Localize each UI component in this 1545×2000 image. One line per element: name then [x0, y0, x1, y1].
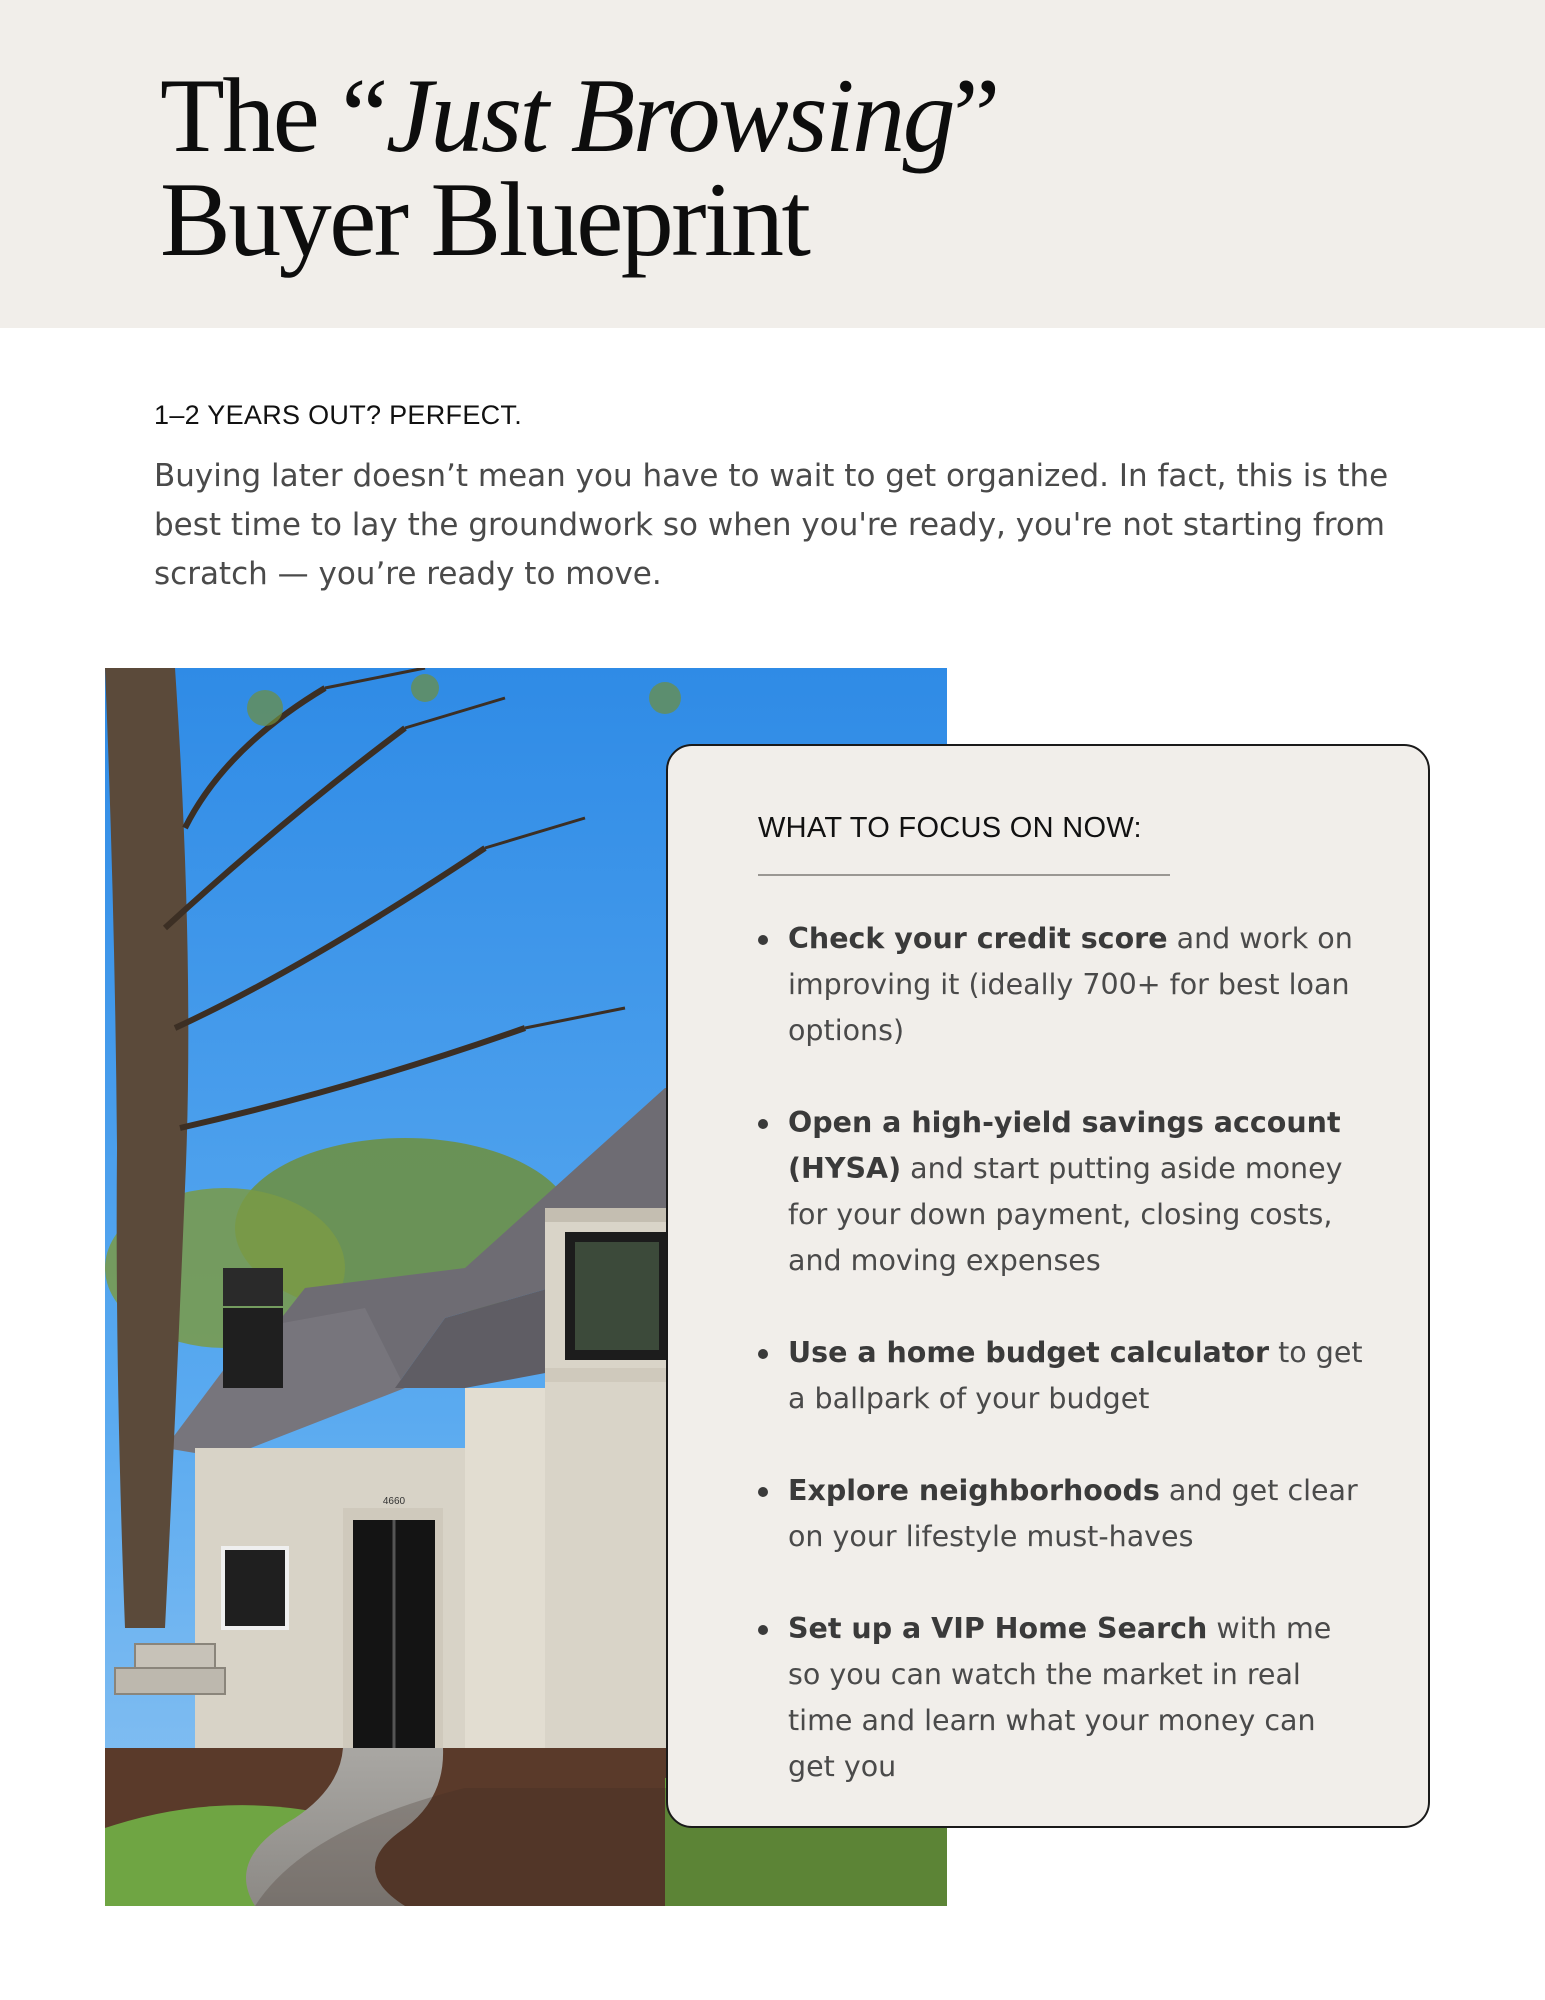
- window-left: [223, 1308, 283, 1388]
- section-subhead: 1–2 YEARS OUT? PERFECT.: [154, 400, 523, 430]
- title-suffix: ”: [953, 57, 998, 174]
- focus-list: [758, 916, 1368, 1836]
- page-title: [160, 57, 998, 278]
- list-item: [758, 1100, 1368, 1284]
- intro-paragraph: Buying later doesn’t mean you have to wait to get organized. In fact, this is the best time to lay the groundwork so when you're ready, you're not starting from scratch — you’re ready to move.: [154, 458, 1389, 592]
- list-item-bold: Use a home budget calculator: [788, 1336, 1270, 1369]
- title-italic: Just Browsing: [385, 57, 954, 174]
- title-line-2: Buyer Blueprint: [160, 161, 809, 278]
- list-item: [758, 916, 1368, 1054]
- list-item-bold: Open a high-yield savings account (HYSA): [788, 1106, 1341, 1185]
- list-item-text: with me so you can watch the market in real time and learn what your money can get you: [788, 1612, 1332, 1783]
- list-item: [758, 1606, 1368, 1790]
- list-item: [758, 1468, 1368, 1560]
- list-item-text: to get a ballpark of your budget: [788, 1336, 1363, 1415]
- title-line-1: [160, 57, 998, 174]
- focus-heading: WHAT TO FOCUS ON NOW:: [758, 812, 1142, 844]
- focus-card: [666, 744, 1430, 1828]
- header-band: [0, 0, 1545, 328]
- title-prefix: The “: [160, 57, 386, 174]
- house-number: 4660: [382, 1496, 406, 1507]
- focus-divider: [758, 874, 1170, 876]
- list-item-bold: Check your credit score: [788, 922, 1168, 955]
- list-item-text: and get clear on your lifestyle must-haves: [788, 1474, 1358, 1553]
- list-item-bold: Explore neighborhoods: [788, 1474, 1160, 1507]
- list-item-text: and start putting aside money for your down payment, closing costs, and moving expenses: [788, 1152, 1343, 1277]
- list-item-text: and work on improving it (ideally 700+ for best loan options): [788, 922, 1353, 1047]
- list-item-bold: Set up a VIP Home Search: [788, 1612, 1208, 1645]
- list-item: [758, 1330, 1368, 1422]
